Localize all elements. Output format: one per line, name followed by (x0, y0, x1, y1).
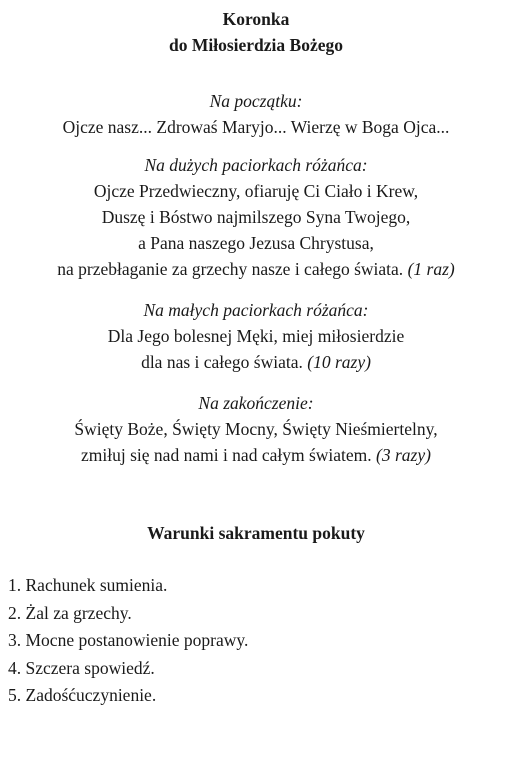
section-large-beads (0, 152, 512, 282)
prayer-line: Ojcze nasz... Zdrowaś Maryjo... Wierzę w Boga Ojca... (62, 117, 450, 137)
prayer-line: a Pana naszego Jezusa Chrystusa, (138, 233, 374, 253)
prayer-line-with-note (0, 349, 512, 375)
confession-conditions-list (8, 572, 248, 710)
prayer-line: Święty Boże, Święty Mocny, Święty Nieśmiertelny, (74, 419, 438, 439)
list-item: 5. Zadośćuczynienie. (8, 685, 157, 705)
document-title-line-1: Koronka (222, 9, 290, 29)
section-small-beads (0, 297, 512, 375)
list-item: 4. Szczera spowiedź. (8, 657, 155, 678)
prayer-line-text: dla nas i całego świata. (141, 352, 303, 372)
confession-conditions-title: Warunki sakramentu pokuty (147, 523, 365, 543)
section-start (0, 88, 512, 140)
prayer-line-text: zmiłuj się nad nami i nad całym światem. (81, 445, 372, 465)
prayer-line-with-note (0, 256, 512, 282)
list-item: 2. Żal za grzechy. (8, 602, 132, 623)
prayer-line: Dla Jego bolesnej Męki, miej miłosierdzie (107, 326, 405, 346)
section-heading: Na dużych paciorkach różańca: (144, 155, 368, 175)
repeat-note: (10 razy) (307, 352, 371, 372)
repeat-note: (1 raz) (407, 259, 455, 279)
prayer-line-with-note (0, 442, 512, 468)
list-item: 3. Mocne postanowienie poprawy. (8, 630, 249, 650)
prayer-line: Duszę i Bóstwo najmilszego Syna Twojego, (101, 207, 411, 227)
repeat-note: (3 razy) (376, 445, 431, 465)
section-heading: Na małych paciorkach różańca: (143, 300, 369, 320)
section-heading: Na zakończenie: (198, 393, 314, 413)
section-heading: Na początku: (209, 91, 303, 111)
section-ending (0, 390, 512, 468)
document-title-line-2: do Miłosierdzia Bożego (168, 35, 343, 55)
list-item: 1. Rachunek sumienia. (8, 575, 168, 595)
prayer-line-text: na przebłaganie za grzechy nasze i całego świata. (57, 259, 404, 279)
prayer-line: Ojcze Przedwieczny, ofiaruję Ci Ciało i Krew, (93, 181, 419, 201)
